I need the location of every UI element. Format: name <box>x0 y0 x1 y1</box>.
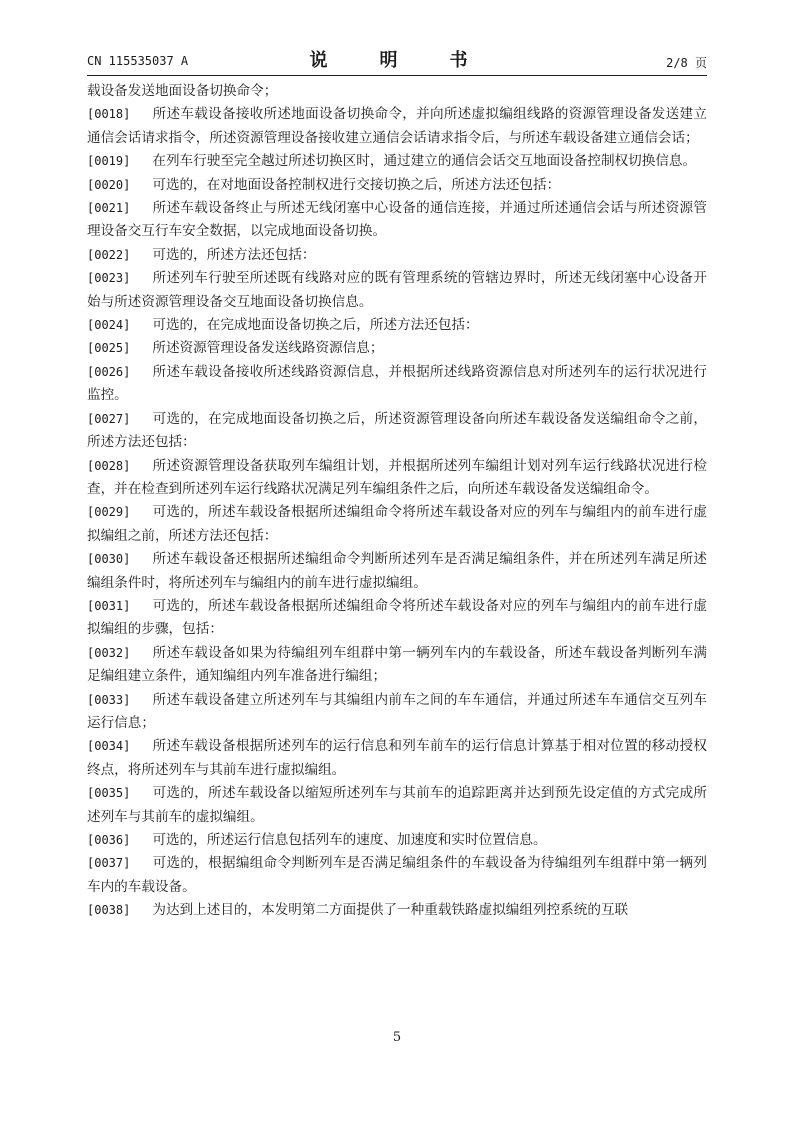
paragraph <box>87 408 707 455</box>
paragraph-text: 所述车载设备如果为待编组列车组群中第一辆列车内的车载设备，所述车载设备判断列车满足编组建立条件，通知编组内列车准备进行编组； <box>87 644 707 685</box>
paragraph <box>87 548 707 595</box>
paragraph-number: [0019] <box>87 154 131 169</box>
paragraph <box>87 361 707 408</box>
paragraph <box>87 455 707 502</box>
publication-number: CN 115535037 A <box>87 54 189 68</box>
paragraph <box>87 314 707 337</box>
paragraph-text: 所述车载设备建立所述列车与其编组内前车之间的车车通信，并通过所述车车通信交互列车运行信息； <box>87 691 707 731</box>
paragraph-text: 可选的，在完成地面设备切换之后，所述方法还包括： <box>152 317 479 334</box>
paragraph <box>87 595 707 642</box>
paragraph <box>87 197 707 244</box>
paragraph-text: 所述资源管理设备发送线路资源信息； <box>152 340 384 357</box>
paragraph-number: [0034] <box>87 739 131 754</box>
paragraph <box>87 337 707 360</box>
paragraph-text: 可选的，在对地面设备控制权进行交接切换之后，所述方法还包括： <box>152 176 561 193</box>
header-rule <box>87 75 707 76</box>
paragraph <box>87 642 707 689</box>
paragraph-text: 可选的，所述车载设备以缩短所述列车与其前车的追踪距离并达到预先设定值的方式完成所述列车与其前车的虚拟编组。 <box>87 785 707 825</box>
paragraph <box>87 782 707 829</box>
paragraph-text: 为达到上述目的，本发明第二方面提供了一种重载铁路虚拟编组列控系统的互联 <box>152 902 629 919</box>
paragraph-number: [0038] <box>87 903 131 918</box>
paragraph-number: [0020] <box>87 177 131 192</box>
paragraph <box>87 852 707 899</box>
paragraph-number: [0022] <box>87 247 131 262</box>
paragraph-number: [0032] <box>87 645 131 660</box>
paragraph-number: [0033] <box>87 692 131 707</box>
paragraph-text: 载设备发送地面设备切换命令； <box>87 83 278 99</box>
paragraph <box>87 501 707 548</box>
paragraph-number: [0035] <box>87 786 131 801</box>
document-title: 说 明 书 <box>309 50 485 71</box>
paragraph-text: 所述车载设备根据所述列车的运行信息和列车前车的运行信息计算基于相对位置的移动授权终点，将所述列车与其前车进行虚拟编组。 <box>87 738 707 778</box>
paragraph-text: 所述车载设备还根据所述编组命令判断所述列车是否满足编组条件，并在所述列车满足所述编组条件时，将所述列车与编组内的前车进行虚拟编组。 <box>87 551 707 591</box>
paragraph-text: 可选的，所述车载设备根据所述编组命令将所述车载设备对应的列车与编组内的前车进行虚拟编组之前，所述方法还包括： <box>87 504 707 544</box>
paragraph-number: [0029] <box>87 505 131 520</box>
paragraph-number: [0027] <box>87 411 131 426</box>
paragraph-text: 可选的，所述方法还包括： <box>152 246 316 263</box>
page-number: 5 <box>392 1030 402 1045</box>
paragraph-text: 所述车载设备接收所述线路资源信息，并根据所述线路资源信息对所述列车的运行状况进行监控。 <box>87 363 707 404</box>
paragraph-number: [0037] <box>87 856 131 871</box>
document-body <box>87 80 707 923</box>
paragraph-number: [0031] <box>87 598 131 613</box>
paragraph-text: 可选的，在完成地面设备切换之后，所述资源管理设备向所述车载设备发送编组命令之前，所述方法还包括： <box>87 410 707 451</box>
paragraph <box>87 899 707 922</box>
paragraph-number: [0021] <box>87 201 131 216</box>
paragraph <box>87 829 707 852</box>
paragraph <box>87 174 707 197</box>
paragraph-number: [0028] <box>87 458 131 473</box>
paragraph <box>87 689 707 736</box>
paragraph <box>87 735 707 782</box>
paragraph-text: 可选的，所述运行信息包括列车的速度、加速度和实时位置信息。 <box>152 832 547 848</box>
paragraph <box>87 80 707 103</box>
paragraph-text: 所述列车行驶至所述既有线路对应的既有管理系统的管辖边界时，所述无线闭塞中心设备开始与所述资源管理设备交互地面设备切换信息。 <box>87 270 707 310</box>
paragraph-text: 在列车行驶至完全越过所述切换区时，通过建立的通信会话交互地面设备控制权切换信息。 <box>152 153 697 170</box>
paragraph-text: 可选的，根据编组命令判断列车是否满足编组条件的车载设备为待编组列车组群中第一辆列车内的车载设备。 <box>87 855 707 895</box>
paragraph-number: [0036] <box>87 833 131 847</box>
paragraph <box>87 150 707 173</box>
paragraph-number: [0018] <box>87 107 131 122</box>
paragraph <box>87 267 707 314</box>
paragraph-number: [0030] <box>87 552 131 567</box>
paragraph <box>87 244 707 267</box>
paragraph <box>87 103 707 150</box>
paragraph-number: [0025] <box>87 341 131 356</box>
page-indicator: 2/8 页 <box>666 56 707 70</box>
page-header <box>87 46 707 72</box>
paragraph-text: 所述车载设备接收所述地面设备切换命令，并向所述虚拟编组线路的资源管理设备发送建立通信会话请求指令，所述资源管理设备接收建立通信会话请求指令后，与所述车载设备建立通信会话； <box>87 106 707 146</box>
paragraph-number: [0023] <box>87 271 131 286</box>
paragraph-text: 所述车载设备终止与所述无线闭塞中心设备的通信连接，并通过所述通信会话与所述资源管理设备交互行车安全数据，以完成地面设备切换。 <box>87 200 707 240</box>
paragraph-number: [0024] <box>87 318 131 333</box>
paragraph-number: [0026] <box>87 364 131 379</box>
paragraph-text: 可选的，所述车载设备根据所述编组命令将所述车载设备对应的列车与编组内的前车进行虚拟编组的步骤，包括： <box>87 597 707 638</box>
paragraph-text: 所述资源管理设备获取列车编组计划，并根据所述列车编组计划对列车运行线路状况进行检查，并在检查到所述列车运行线路状况满足列车编组条件之后，向所述车载设备发送编组命令。 <box>87 457 707 497</box>
